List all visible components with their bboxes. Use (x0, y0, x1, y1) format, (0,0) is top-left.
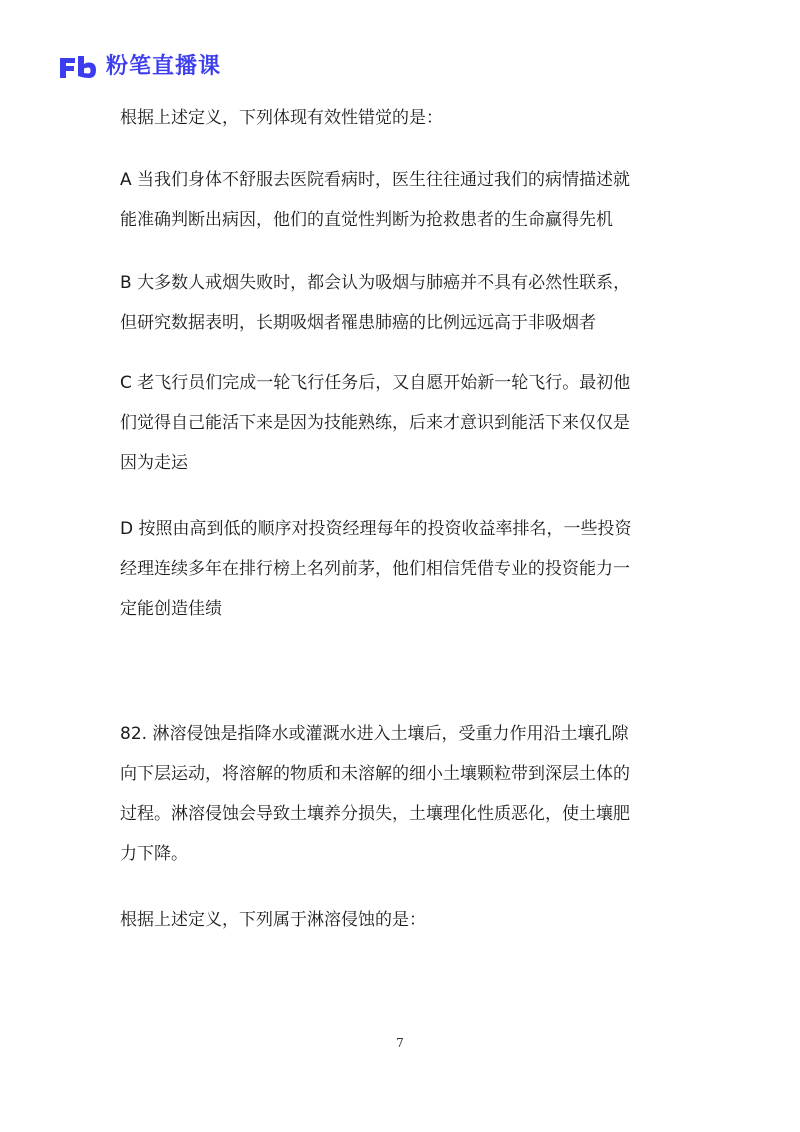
option-d-line-1: D 按照由高到低的顺序对投资经理每年的投资收益率排名，一些投资 (120, 519, 632, 539)
option-b-line-2: 但研究数据表明，长期吸烟者罹患肺癌的比例远远高于非吸烟者 (120, 313, 596, 333)
brand-name: 粉笔直播课 (106, 54, 222, 79)
option-d (120, 509, 680, 629)
option-c-line-2: 们觉得自己能活下来是因为技能熟练，后来才意识到能活下来仅仅是 (120, 413, 630, 433)
brand-logo (58, 52, 221, 82)
option-b-line-1: B 大多数人戒烟失败时，都会认为吸烟与肺癌并不具有必然性联系， (120, 273, 631, 293)
question-81-prompt (120, 98, 680, 138)
option-b (120, 263, 680, 343)
prompt-line: 根据上述定义，下列属于淋溶侵蚀的是： (120, 910, 426, 930)
stem-line-3: 过程。淋溶侵蚀会导致土壤养分损失，土壤理化性质恶化，使土壤肥 (120, 804, 630, 824)
option-c (120, 363, 680, 483)
stem-line-2: 向下层运动，将溶解的物质和未溶解的细小土壤颗粒带到深层土体的 (120, 764, 630, 784)
option-a (120, 160, 680, 240)
option-c-line-3: 因为走运 (120, 453, 188, 473)
stem-line-4: 力下降。 (120, 844, 188, 864)
option-d-line-2: 经理连续多年在排行榜上名列前茅，他们相信凭借专业的投资能力一 (120, 559, 630, 579)
fenbi-fb-logo-icon (58, 54, 98, 80)
page-number: 7 (396, 1036, 404, 1050)
question-82-prompt (120, 900, 680, 940)
question-82-stem (120, 714, 680, 874)
stem-line-1: 82. 淋溶侵蚀是指降水或灌溉水进入土壤后，受重力作用沿土壤孔隙 (120, 724, 629, 744)
option-a-line-1: A 当我们身体不舒服去医院看病时，医生往往通过我们的病情描述就 (120, 170, 631, 190)
option-d-line-3: 定能创造佳绩 (120, 599, 222, 619)
option-a-line-2: 能准确判断出病因，他们的直觉性判断为抢救患者的生命赢得先机 (120, 210, 613, 230)
prompt-line: 根据上述定义，下列体现有效性错觉的是： (120, 108, 443, 128)
option-c-line-1: C 老飞行员们完成一轮飞行任务后，又自愿开始新一轮飞行。最初他 (120, 373, 631, 393)
